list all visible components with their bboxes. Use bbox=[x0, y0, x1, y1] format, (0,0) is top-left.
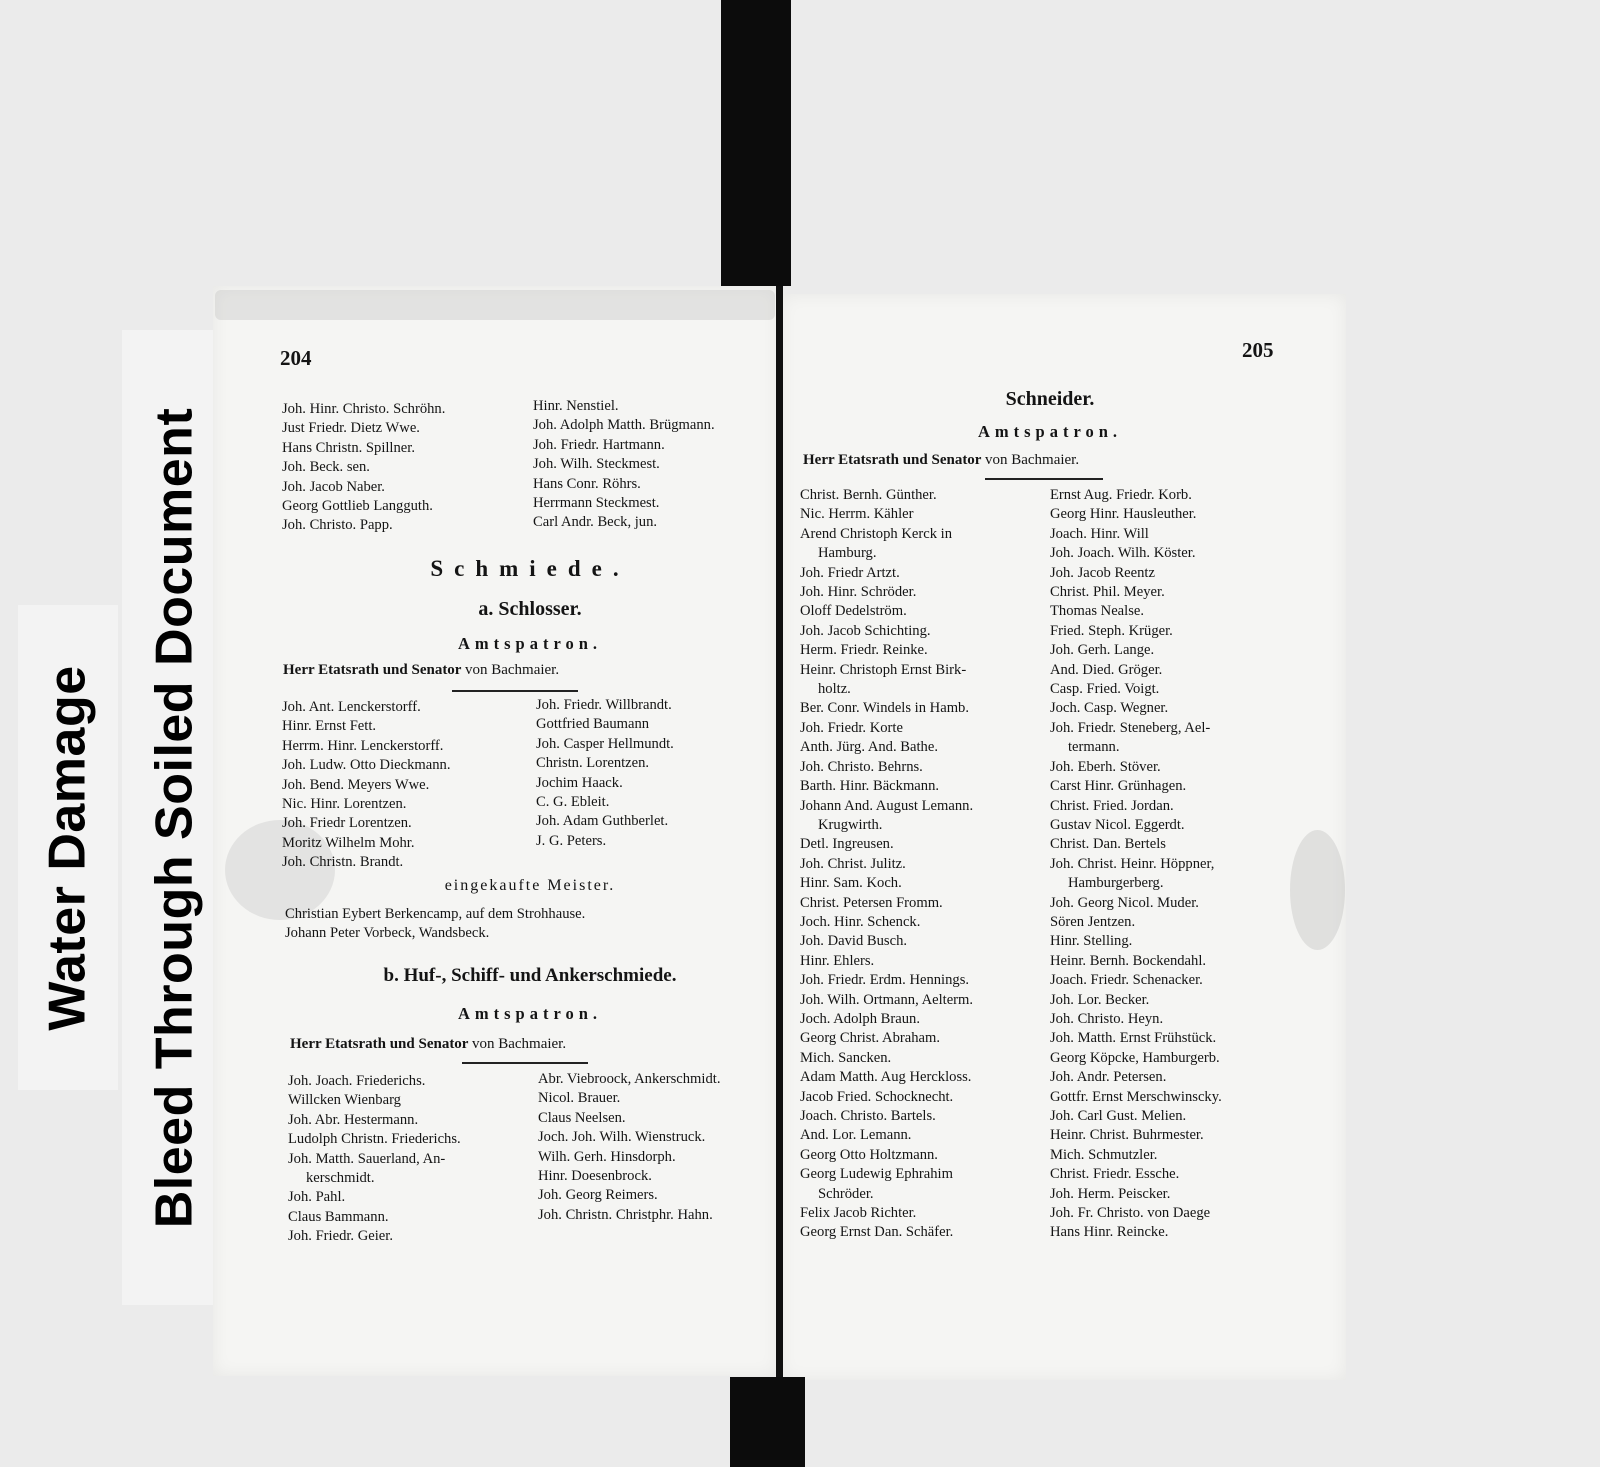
list-item: Joh. Beck. sen. bbox=[282, 459, 370, 476]
list-item: Thomas Nealse. bbox=[1050, 603, 1145, 620]
list-item: Joh. Hinr. Schröder. bbox=[800, 584, 917, 601]
list-item: Joch. Joh. Wilh. Wienstruck. bbox=[538, 1129, 706, 1146]
list-item: Christian Eybert Berkencamp, auf dem Strohhause. bbox=[285, 906, 586, 922]
list-item: Hans Christn. Spillner. bbox=[282, 439, 415, 456]
amtspatron-heading-right: Amtspatron. bbox=[977, 422, 1123, 441]
ankerschmiede-col1 bbox=[288, 1072, 461, 1247]
list-item: Joh. Eberh. Stöver. bbox=[1050, 758, 1161, 775]
patron-title: Herr Etatsrath und Senator bbox=[283, 662, 462, 678]
list-item: Joh. Christo. Papp. bbox=[282, 517, 393, 534]
schneider-col1 bbox=[800, 486, 973, 1243]
list-item: Georg Otto Holtzmann. bbox=[800, 1146, 938, 1163]
patron-name: von Bachmaier. bbox=[471, 1036, 567, 1052]
list-item: Herrmann Steckmest. bbox=[533, 495, 660, 512]
list-item: Georg Hinr. Hausleuther. bbox=[1050, 506, 1197, 523]
top-list-col2 bbox=[533, 397, 715, 533]
list-item: Ber. Conr. Windels in Hamb. bbox=[800, 700, 969, 717]
list-item: Carst Hinr. Grünhagen. bbox=[1050, 778, 1187, 795]
list-item: Moritz Wilhelm Mohr. bbox=[282, 834, 415, 851]
list-item: Hinr. Sam. Koch. bbox=[800, 875, 902, 892]
list-item: Fried. Steph. Krüger. bbox=[1050, 622, 1173, 639]
list-item: Joch. Hinr. Schenck. bbox=[800, 913, 921, 930]
list-item: Nic. Hinr. Lorentzen. bbox=[282, 796, 407, 813]
list-item: Jochim Haack. bbox=[536, 774, 623, 791]
list-item: Joh. Ant. Lenckerstorff. bbox=[282, 699, 421, 715]
list-item: Joh. Christo. Heyn. bbox=[1050, 1010, 1164, 1027]
list-item: Gottfried Baumann bbox=[536, 716, 650, 733]
list-item: Gustav Nicol. Eggerdt. bbox=[1050, 816, 1185, 833]
list-item: Jacob Fried. Schocknecht. bbox=[800, 1088, 954, 1105]
list-item: Hamburgerberg. bbox=[1068, 875, 1164, 892]
patron-line-2 bbox=[290, 1036, 566, 1053]
list-item: Nic. Herrm. Kähler bbox=[800, 506, 914, 523]
list-item: Oloff Dedelström. bbox=[800, 603, 907, 620]
water-damage-label bbox=[18, 605, 118, 1090]
list-item: Joh. Joach. Friederichs. bbox=[288, 1073, 426, 1089]
list-item: Christ. Friedr. Essche. bbox=[1050, 1166, 1180, 1183]
list-item: Hinr. Ernst Fett. bbox=[282, 718, 377, 735]
list-item: Anth. Jürg. And. Bathe. bbox=[800, 739, 938, 756]
list-item: Heinr. Christoph Ernst Birk- bbox=[800, 661, 967, 678]
list-item: Joh. Christn. Brandt. bbox=[282, 854, 404, 871]
list-item: Arend Christoph Kerck in bbox=[800, 525, 952, 542]
list-item: J. G. Peters. bbox=[536, 832, 607, 849]
section-title-schneider: Schneider. bbox=[1005, 388, 1095, 410]
list-item: Joh. Casper Hellmundt. bbox=[536, 735, 674, 752]
list-item: Joh. Christ. Heinr. Höppner, bbox=[1050, 855, 1215, 872]
list-item: And. Died. Gröger. bbox=[1050, 661, 1163, 678]
list-item: Hinr. Stelling. bbox=[1050, 933, 1133, 950]
list-item: Joh. Friedr Artzt. bbox=[800, 564, 900, 581]
list-item: Joh. Abr. Hestermann. bbox=[288, 1111, 419, 1128]
list-item: Joh. Jacob Schichting. bbox=[800, 622, 931, 639]
list-item: Adam Matth. Aug Herckloss. bbox=[800, 1069, 972, 1086]
eingekaufte-heading: eingekaufte Meister. bbox=[444, 877, 616, 894]
list-item: Joh. Gerh. Lange. bbox=[1050, 642, 1155, 659]
list-item: Christ. Phil. Meyer. bbox=[1050, 584, 1165, 601]
top-list-col1 bbox=[282, 400, 445, 536]
list-item: Hans Conr. Röhrs. bbox=[533, 475, 641, 492]
list-item: Joh. Matth. Sauerland, An- bbox=[288, 1150, 446, 1167]
schlosser-col1 bbox=[282, 698, 450, 873]
list-item: Joh. Friedr. Korte bbox=[800, 719, 903, 736]
list-item: Hinr. Ehlers. bbox=[800, 952, 875, 969]
list-item: Sören Jentzen. bbox=[1050, 913, 1136, 930]
list-item: Joach. Hinr. Will bbox=[1050, 525, 1149, 542]
list-item: Joh. Friedr. Steneberg, Ael- bbox=[1050, 719, 1211, 736]
list-item: Christ. Fried. Jordan. bbox=[1050, 797, 1174, 814]
list-item: Joh. Jacob Reentz bbox=[1050, 564, 1155, 581]
list-item: Christn. Lorentzen. bbox=[536, 755, 650, 772]
list-item: Joh. David Busch. bbox=[800, 933, 908, 950]
list-item: Johann Peter Vorbeck, Wandsbeck. bbox=[285, 925, 490, 942]
list-item: Joh. Christo. Behrns. bbox=[800, 758, 923, 775]
list-item: Joh. Matth. Ernst Frühstück. bbox=[1050, 1030, 1217, 1047]
list-item: Joch. Adolph Braun. bbox=[800, 1010, 920, 1027]
list-item: Casp. Fried. Voigt. bbox=[1050, 681, 1160, 698]
list-item: kerschmidt. bbox=[306, 1170, 375, 1187]
list-item: Joach. Friedr. Schenacker. bbox=[1050, 972, 1203, 989]
list-item: Georg Ernst Dan. Schäfer. bbox=[800, 1224, 954, 1241]
list-item: Joh. Friedr. Hartmann. bbox=[533, 436, 665, 453]
list-item: Joh. Andr. Petersen. bbox=[1050, 1069, 1167, 1086]
list-item: Herrm. Hinr. Lenckerstorff. bbox=[282, 737, 444, 754]
divider-rule bbox=[462, 1062, 588, 1064]
divider-rule bbox=[452, 690, 578, 692]
list-item: Claus Neelsen. bbox=[538, 1109, 626, 1126]
list-item: Barth. Hinr. Bäckmann. bbox=[800, 778, 940, 795]
list-item: Joh. Pahl. bbox=[288, 1189, 346, 1206]
list-item: Georg Christ. Abraham. bbox=[800, 1030, 940, 1047]
water-damage-text: Water Damage bbox=[39, 664, 97, 1031]
list-item: C. G. Ebleit. bbox=[536, 794, 610, 811]
list-item: Joh. Christ. Julitz. bbox=[800, 855, 906, 872]
list-item: Joh. Herm. Peiscker. bbox=[1050, 1185, 1171, 1202]
list-item: Hinr. Nenstiel. bbox=[533, 398, 619, 414]
list-item: Joh. Christn. Christphr. Hahn. bbox=[538, 1206, 713, 1223]
schlosser-col2 bbox=[536, 696, 674, 851]
list-item: Gottfr. Ernst Merschwinscky. bbox=[1050, 1088, 1222, 1105]
list-item: Abr. Viebroock, Ankerschmidt. bbox=[538, 1071, 721, 1087]
list-item: Joh. Friedr Lorentzen. bbox=[282, 815, 412, 832]
patron-line-1 bbox=[283, 662, 559, 679]
amtspatron-heading-1: Amtspatron. bbox=[457, 634, 603, 653]
list-item: Ludolph Christn. Friederichs. bbox=[288, 1131, 461, 1148]
list-item: holtz. bbox=[818, 681, 851, 698]
list-item: Wilh. Gerh. Hinsdorph. bbox=[538, 1148, 676, 1165]
list-item: Hinr. Doesenbrock. bbox=[538, 1168, 652, 1185]
list-item: Joh. Georg Nicol. Muder. bbox=[1050, 894, 1199, 911]
list-item: Hamburg. bbox=[818, 545, 877, 562]
list-item: Georg Köpcke, Hamburgerb. bbox=[1050, 1049, 1220, 1066]
list-item: Georg Ludewig Ephrahim bbox=[800, 1166, 953, 1183]
patron-title: Herr Etatsrath und Senator bbox=[290, 1036, 469, 1052]
bleed-through-text: Bleed Through Soiled Document bbox=[145, 407, 203, 1228]
list-item: Krugwirth. bbox=[818, 816, 883, 833]
page-gutter bbox=[776, 286, 783, 1380]
list-item: Mich. Sancken. bbox=[800, 1049, 892, 1066]
list-item: Just Friedr. Dietz Wwe. bbox=[282, 420, 420, 437]
amtspatron-heading-2: Amtspatron. bbox=[457, 1004, 603, 1023]
list-item: Joh. Bend. Meyers Wwe. bbox=[282, 776, 430, 793]
ankerschmiede-col2 bbox=[538, 1070, 720, 1225]
list-item: Joh. Georg Reimers. bbox=[538, 1187, 658, 1204]
list-item: Joh. Friedr. Erdm. Hennings. bbox=[800, 972, 970, 989]
list-item: Joh. Hinr. Christo. Schröhn. bbox=[282, 401, 446, 417]
binding-tape-bottom bbox=[730, 1377, 805, 1467]
section-title-schmiede: Schmiede. bbox=[430, 556, 630, 581]
list-item: Carl Andr. Beck, jun. bbox=[533, 514, 658, 531]
schneider-col2 bbox=[1050, 486, 1222, 1243]
list-item: Hans Hinr. Reincke. bbox=[1050, 1224, 1169, 1241]
patron-line-right bbox=[803, 452, 1079, 469]
list-item: Heinr. Christ. Buhrmester. bbox=[1050, 1127, 1204, 1144]
patron-name: von Bachmaier. bbox=[464, 662, 560, 678]
list-item: Mich. Schmutzler. bbox=[1050, 1146, 1158, 1163]
list-item: Joh. Adam Guthberlet. bbox=[536, 813, 669, 830]
page-number-right: 205 bbox=[1242, 338, 1274, 362]
list-item: Joch. Casp. Wegner. bbox=[1050, 700, 1169, 717]
list-item: Nicol. Brauer. bbox=[538, 1090, 621, 1107]
list-item: Ernst Aug. Friedr. Korb. bbox=[1050, 487, 1192, 503]
bleed-through-label bbox=[122, 330, 226, 1305]
list-item: Felix Jacob Richter. bbox=[800, 1205, 917, 1222]
list-item: Joh. Lor. Becker. bbox=[1050, 991, 1150, 1008]
patron-title: Herr Etatsrath und Senator bbox=[803, 452, 982, 468]
list-item: Joh. Fr. Christo. von Daege bbox=[1050, 1205, 1211, 1222]
list-item: Joh. Wilh. Ortmann, Aelterm. bbox=[800, 991, 974, 1008]
list-item: Georg Gottlieb Langguth. bbox=[282, 498, 433, 515]
list-item: Detl. Ingreusen. bbox=[800, 836, 894, 853]
subsection-ankerschmiede: b. Huf-, Schiff- und Ankerschmiede. bbox=[383, 965, 677, 986]
list-item: Christ. Dan. Bertels bbox=[1050, 836, 1166, 853]
list-item: And. Lor. Lemann. bbox=[800, 1127, 912, 1144]
list-item: Christ. Petersen Fromm. bbox=[800, 894, 943, 911]
binding-tape-top bbox=[721, 0, 791, 286]
list-item: Joh. Carl Gust. Melien. bbox=[1050, 1108, 1187, 1124]
list-item: Joh. Joach. Wilh. Köster. bbox=[1050, 545, 1196, 562]
page-number-left: 204 bbox=[280, 346, 312, 370]
list-item: Joach. Christo. Bartels. bbox=[800, 1108, 936, 1124]
list-item: Willcken Wienbarg bbox=[288, 1092, 401, 1109]
list-item: Joh. Adolph Matth. Brügmann. bbox=[533, 417, 715, 434]
list-item: Joh. Jacob Naber. bbox=[282, 478, 385, 495]
list-item: Johann And. August Lemann. bbox=[800, 797, 974, 814]
list-item: termann. bbox=[1068, 739, 1120, 756]
list-item: Schröder. bbox=[818, 1185, 874, 1202]
eingekaufte-list bbox=[285, 905, 585, 944]
list-item: Joh. Friedr. Geier. bbox=[288, 1228, 393, 1245]
list-item: Christ. Bernh. Günther. bbox=[800, 487, 937, 503]
subsection-schlosser: a. Schlosser. bbox=[478, 598, 582, 620]
divider-rule bbox=[985, 478, 1103, 480]
list-item: Herm. Friedr. Reinke. bbox=[800, 642, 928, 659]
list-item: Joh. Wilh. Steckmest. bbox=[533, 456, 660, 473]
list-item: Joh. Friedr. Willbrandt. bbox=[536, 697, 672, 713]
list-item: Heinr. Bernh. Bockendahl. bbox=[1050, 952, 1207, 969]
list-item: Claus Bammann. bbox=[288, 1208, 389, 1225]
list-item: Joh. Ludw. Otto Dieckmann. bbox=[282, 757, 451, 774]
patron-name: von Bachmaier. bbox=[984, 452, 1080, 468]
